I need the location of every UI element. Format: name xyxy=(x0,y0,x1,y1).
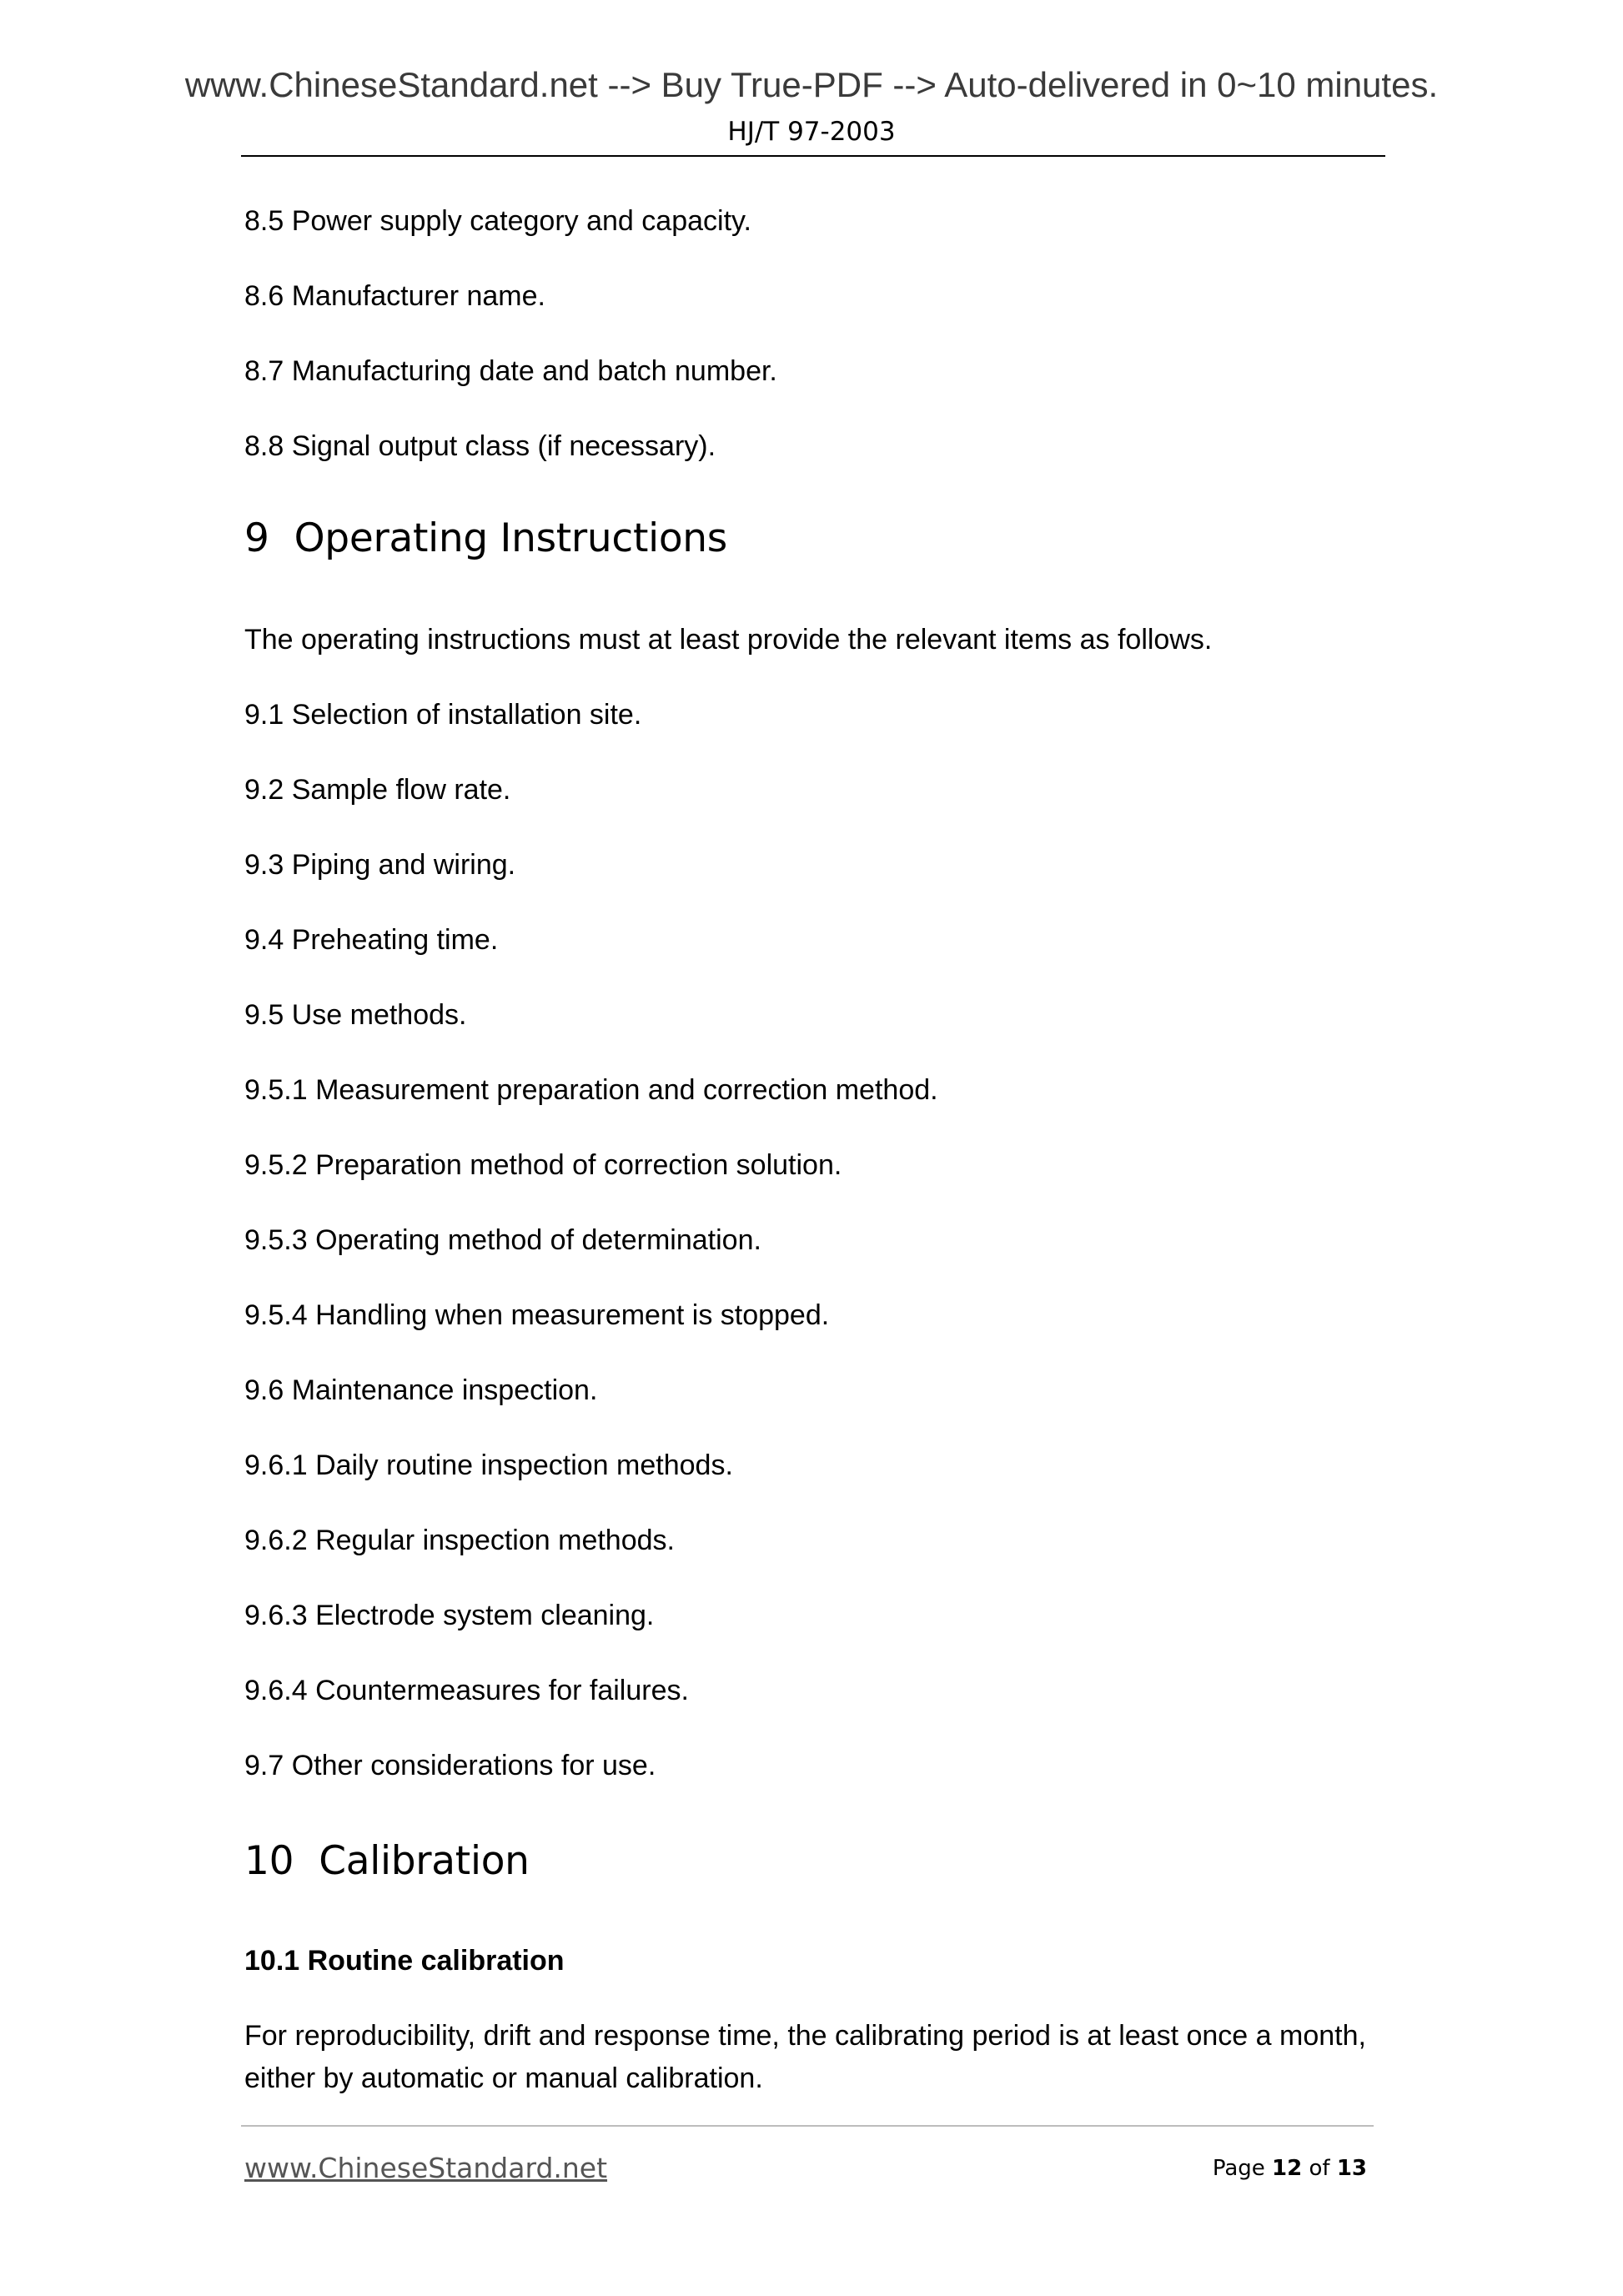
section-10-heading xyxy=(244,1838,530,1884)
subsection-10-1-heading: 10.1 Routine calibration xyxy=(244,1945,565,1977)
clause-9-6-2: 9.6.2 Regular inspection methods. xyxy=(244,1525,675,1556)
document-id: HJ/T 97-2003 xyxy=(727,117,896,147)
section-10-number: 10 xyxy=(244,1838,294,1884)
clause-8-7: 8.7 Manufacturing date and batch number. xyxy=(244,355,777,387)
clause-9-6-4: 9.6.4 Countermeasures for failures. xyxy=(244,1675,689,1706)
clause-9-5-4: 9.5.4 Handling when measurement is stopped. xyxy=(244,1299,830,1331)
header-divider xyxy=(241,155,1385,157)
page-indicator xyxy=(1213,2156,1367,2181)
section-10-1-paragraph: For reproducibility, drift and response time, the calibrating period is at least once a month, either by automatic or manual calibration. xyxy=(244,2020,1366,2094)
clause-9-6: 9.6 Maintenance inspection. xyxy=(244,1374,598,1406)
footer-divider xyxy=(241,2125,1374,2127)
clause-9-5-2: 9.5.2 Preparation method of correction solution. xyxy=(244,1149,842,1181)
page-of-label: of xyxy=(1309,2156,1330,2181)
clause-9-6-1: 9.6.1 Daily routine inspection methods. xyxy=(244,1449,733,1481)
page-label: Page xyxy=(1212,2156,1265,2181)
page-total: 13 xyxy=(1336,2156,1367,2181)
clause-8-8: 8.8 Signal output class (if necessary). xyxy=(244,430,716,462)
clause-9-5-3: 9.5.3 Operating method of determination. xyxy=(244,1224,761,1256)
clause-9-5: 9.5 Use methods. xyxy=(244,999,467,1031)
clause-8-5: 8.5 Power supply category and capacity. xyxy=(244,205,751,237)
clause-9-5-1: 9.5.1 Measurement preparation and correction method. xyxy=(244,1074,938,1106)
section-9-number: 9 xyxy=(244,515,269,561)
clause-9-2: 9.2 Sample flow rate. xyxy=(244,774,511,806)
section-10-title: Calibration xyxy=(319,1838,530,1884)
clause-8-6: 8.6 Manufacturer name. xyxy=(244,280,545,312)
clause-9-6-3: 9.6.3 Electrode system cleaning. xyxy=(244,1600,655,1631)
section-9-heading xyxy=(244,515,727,561)
section-9-intro: The operating instructions must at least provide the relevant items as follows. xyxy=(244,624,1213,656)
clause-9-4: 9.4 Preheating time. xyxy=(244,924,499,956)
clause-9-1: 9.1 Selection of installation site. xyxy=(244,699,642,731)
section-9-title: Operating Instructions xyxy=(294,515,727,561)
clause-9-7: 9.7 Other considerations for use. xyxy=(244,1750,656,1781)
page-current: 12 xyxy=(1272,2156,1303,2181)
source-banner: www.ChineseStandard.net --> Buy True-PDF --> Auto-delivered in 0~10 minutes. xyxy=(184,65,1439,104)
clause-9-3: 9.3 Piping and wiring. xyxy=(244,849,516,881)
footer-site-link[interactable]: www.ChineseStandard.net xyxy=(244,2152,608,2184)
